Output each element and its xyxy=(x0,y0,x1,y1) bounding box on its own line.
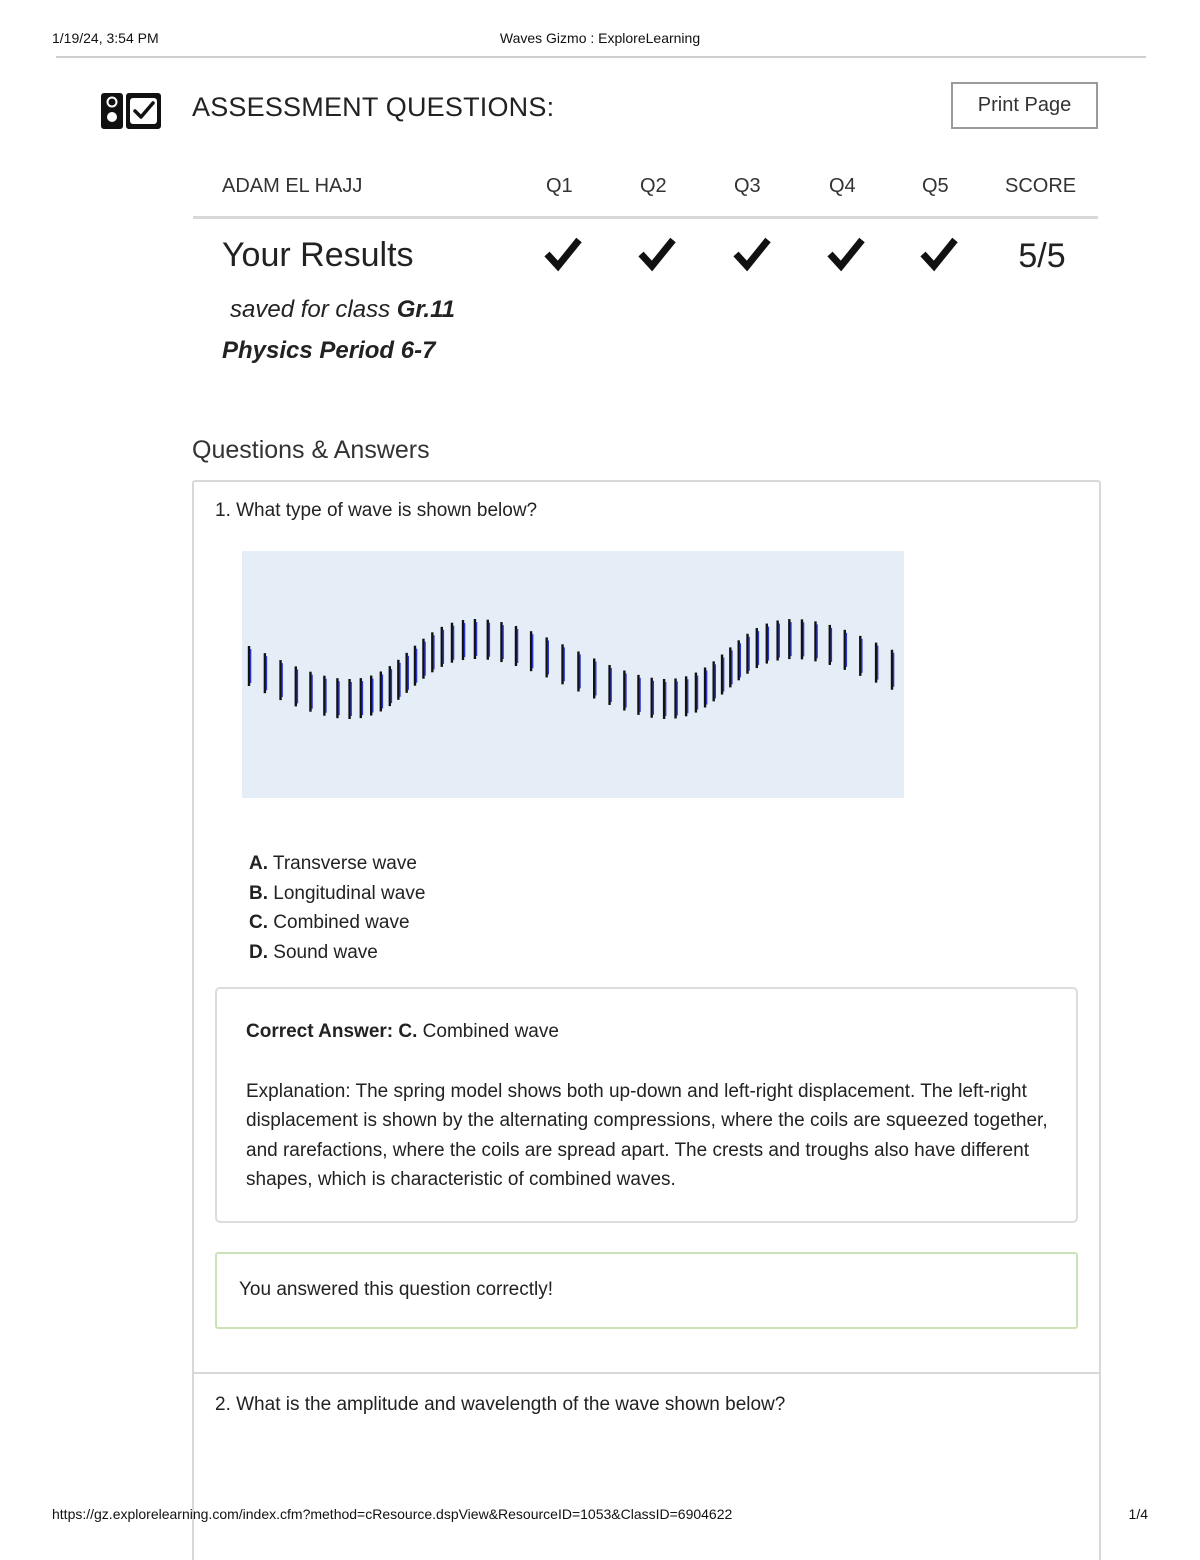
spring-coil xyxy=(350,679,352,719)
spring-coil xyxy=(594,658,596,698)
spring-coil xyxy=(475,619,477,659)
spring-coil xyxy=(423,639,425,679)
class-name-part1: Gr.11 xyxy=(396,296,455,323)
correct-answer-text: Combined wave xyxy=(417,1021,559,1042)
spring-coil xyxy=(398,660,400,700)
spring-coil xyxy=(578,651,580,691)
spring-coil xyxy=(610,665,612,705)
column-q1: Q1 xyxy=(546,175,573,197)
print-page-button[interactable]: Print Page xyxy=(951,82,1098,129)
feedback-text: You answered this question correctly! xyxy=(239,1279,554,1300)
spring-coil xyxy=(747,634,749,674)
spring-coil xyxy=(722,655,724,695)
spring-coil xyxy=(390,666,392,706)
print-page-number: 1/4 xyxy=(1128,1506,1148,1522)
correct-answer xyxy=(246,1021,559,1043)
score-value: 5/5 xyxy=(1018,237,1066,275)
spring-coil xyxy=(876,643,878,683)
spring-coil xyxy=(638,675,640,715)
spring-coil xyxy=(652,678,654,718)
question-divider xyxy=(194,1372,1099,1374)
q3-check-icon xyxy=(732,234,772,274)
spring-coil xyxy=(705,667,707,707)
spring-coil xyxy=(676,678,678,718)
spring-coil xyxy=(845,630,847,670)
spring-coil xyxy=(265,653,267,693)
choice-letter: C. xyxy=(249,912,268,934)
spring-coil xyxy=(778,621,780,661)
correct-answer-panel xyxy=(215,987,1078,1223)
explanation-text: Explanation: The spring model shows both up-down and left-right displacement. The left-right displacement is shown by the alternating compressions, where the coils are squeezed together, and rarefactions, where the coils are spread apart. The crests and troughs also have different shapes, which is characteristic of combined waves. xyxy=(246,1081,1048,1190)
column-q4: Q4 xyxy=(829,175,856,197)
spring-coil xyxy=(371,676,373,716)
spring-coil xyxy=(802,619,804,659)
question-1-text: 1. What type of wave is shown below? xyxy=(215,500,538,521)
spring-coil xyxy=(767,624,769,664)
choice-b xyxy=(249,879,425,909)
spring-coil xyxy=(815,621,817,661)
spring-coil xyxy=(739,640,741,680)
spring-coil xyxy=(407,653,409,693)
spring-coil xyxy=(281,660,283,700)
spring-coil xyxy=(531,631,533,671)
assessment-checklist-icon xyxy=(101,93,161,129)
spring-coil xyxy=(789,619,791,659)
q1-check-icon xyxy=(543,234,583,274)
spring-coil xyxy=(730,647,732,687)
spring-coil xyxy=(714,661,716,701)
correct-answer-label: Correct Answer: xyxy=(246,1021,394,1042)
correct-answer-letter: C. xyxy=(393,1021,418,1042)
class-name-part2: Physics Period 6-7 xyxy=(222,337,436,364)
print-header xyxy=(52,30,1148,48)
spring-coil xyxy=(296,666,298,706)
choice-d xyxy=(249,938,425,968)
q4-check-icon xyxy=(826,234,866,274)
column-q3: Q3 xyxy=(734,175,761,197)
print-date: 1/19/24, 3:54 PM xyxy=(52,30,159,46)
results-row-label: Your Results xyxy=(222,236,414,274)
choice-text: Longitudinal wave xyxy=(268,882,426,904)
spring-coil xyxy=(310,672,312,712)
spring-coil xyxy=(381,671,383,711)
choice-text: Combined wave xyxy=(268,912,410,934)
print-title: Waves Gizmo : ExploreLearning xyxy=(499,30,701,46)
spring-coil xyxy=(686,676,688,716)
spring-coil xyxy=(892,650,894,690)
student-name: ADAM EL HAJJ xyxy=(222,175,363,197)
spring-coil xyxy=(664,679,666,719)
feedback-panel xyxy=(215,1252,1078,1329)
spring-coil xyxy=(624,671,626,711)
print-header-divider xyxy=(56,56,1146,58)
choice-letter: D. xyxy=(249,941,268,963)
choice-a xyxy=(249,849,425,879)
saved-for-class xyxy=(230,296,455,324)
questions-answers-title: Questions & Answers xyxy=(192,436,430,464)
spring-coil xyxy=(452,623,454,663)
choice-letter: A. xyxy=(249,853,268,874)
spring-coil xyxy=(442,627,444,667)
spring-coil xyxy=(860,636,862,676)
spring-coil xyxy=(501,622,503,662)
print-url: https://gz.explorelearning.com/index.cfm?method=cResource.dspView&ResourceID=1053&ClassID=6904622 xyxy=(52,1506,733,1522)
choice-c xyxy=(249,908,425,938)
spring-coil xyxy=(324,676,326,716)
spring-coil xyxy=(361,678,363,718)
spring-coil xyxy=(563,644,565,684)
results-header-row xyxy=(193,175,1098,203)
spring-coil xyxy=(415,646,417,686)
spring-coil xyxy=(249,646,251,686)
saved-prefix: saved for class xyxy=(230,296,397,323)
q5-check-icon xyxy=(919,234,959,274)
page-title: ASSESSMENT QUESTIONS: xyxy=(192,92,555,122)
spring-coil xyxy=(696,673,698,713)
spring-wave-image xyxy=(242,551,904,798)
spring-coil xyxy=(830,625,832,665)
column-score: SCORE xyxy=(1005,175,1077,197)
question-2-text: 2. What is the amplitude and wavelength of the wave shown below? xyxy=(215,1394,786,1415)
spring-coil xyxy=(516,626,518,666)
q2-check-icon xyxy=(637,234,677,274)
spring-coil xyxy=(757,628,759,668)
answer-choices xyxy=(249,849,425,967)
spring-coil xyxy=(463,620,465,660)
spring-coil xyxy=(547,637,549,677)
results-divider xyxy=(193,216,1098,219)
spring-coil xyxy=(337,678,339,718)
column-q2: Q2 xyxy=(640,175,667,197)
spring-coil xyxy=(488,620,490,660)
column-q5: Q5 xyxy=(922,175,949,197)
choice-letter: B. xyxy=(249,882,268,904)
choice-text: Sound wave xyxy=(268,941,378,963)
choice-text: Transverse wave xyxy=(268,853,417,874)
spring-coil xyxy=(432,632,434,672)
